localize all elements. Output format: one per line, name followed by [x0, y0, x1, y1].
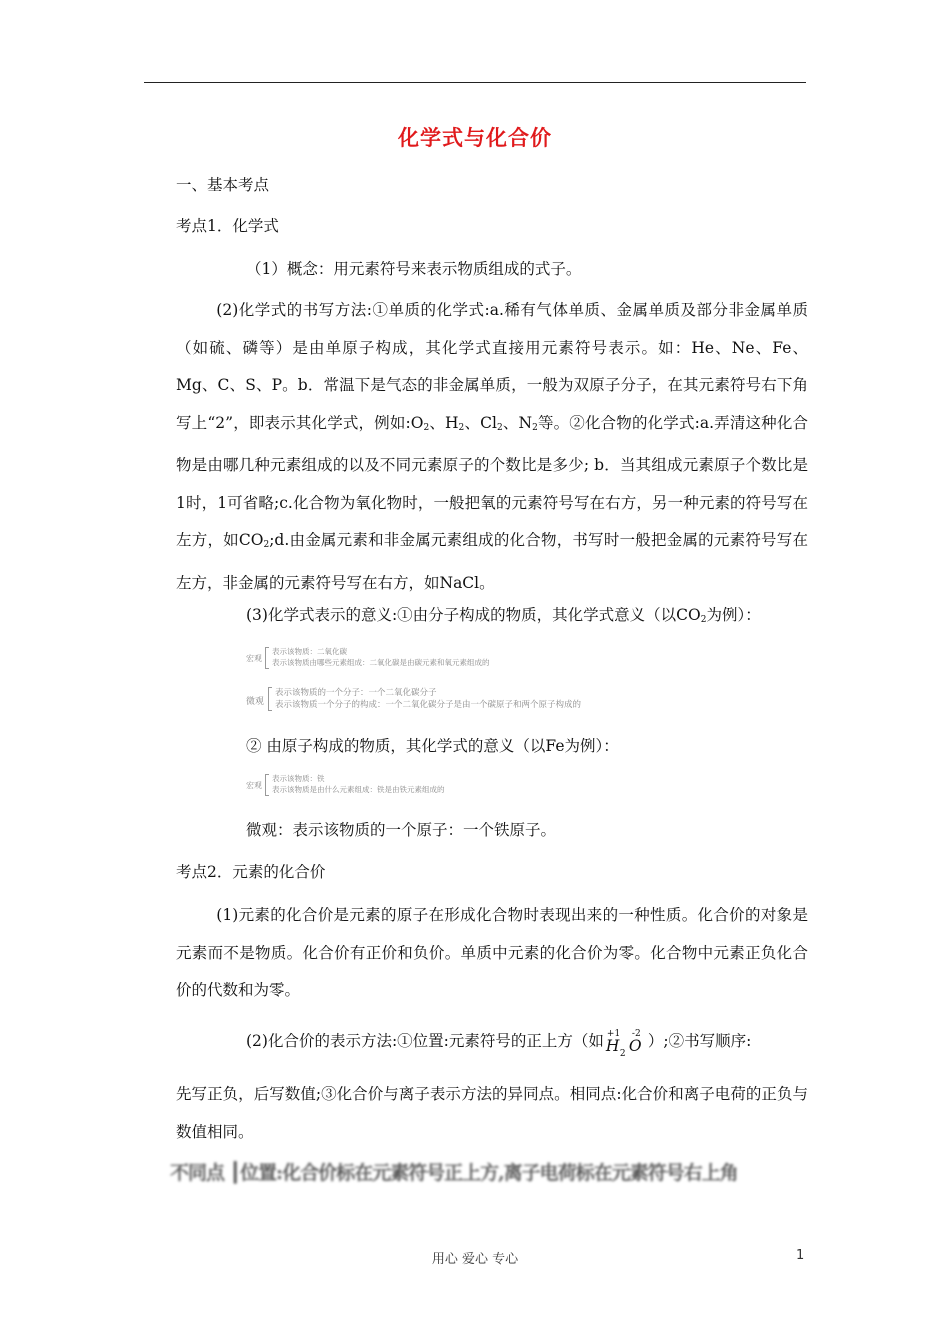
- blurred-comparison-figure: 不同点 ┃位置:化合价标在元素符号正上方,离子电荷标在元素符号右上角: [170, 1162, 738, 1184]
- point1-heading: 考点1．化学式: [176, 217, 279, 235]
- page-number: 1: [796, 1248, 805, 1263]
- meaning-intro: (3)化学式表示的意义:①由分子构成的物质，其化学式意义（以$CO_2$为例）：: [246, 606, 761, 625]
- section-heading: 一、基本考点: [176, 176, 270, 194]
- micro-brace-co2: 微观 表示该物质的一个分子：一个二氧化碳分子 表示该物质一个分子的构成：一个二氧化碳分子是由一个碳原子和两个原子构成的: [246, 688, 582, 710]
- macro-brace-fe: 宏观 表示该物质：铁 表示该物质是由什么元素组成：铁是由铁元素组成的: [246, 774, 445, 794]
- atom-intro: ② 由原子构成的物质，其化学式的意义（以Fe为例）：: [246, 737, 619, 755]
- point2-heading: 考点2．元素的化合价: [176, 863, 326, 881]
- valence-paragraph-3: 先写正负，后写数值;③化合价与离子表示方法的异同点。相同点:化合价和离子电荷的正负与数值相同。: [176, 1085, 808, 1141]
- macro-brace-co2: 宏观 表示该物质：二氧化碳 表示该物质由哪些元素组成：二氧化碳是由碳元素和氧元素组成的: [246, 647, 490, 667]
- writing-paragraph: (2)化学式的书写方法:①单质的化学式:a.稀有气体单质、金属单质及部分非金属单质（如硫、磷等）是由单原子构成，其化学式直接用元素符号表示。如：He、Ne、Fe、Mg、C、S、P。b．常温下是气态的非金属单质，一般为双原子分子，在其元素符号右下角写上“2”，即表示其化学式，例如$:O_2$、$H_2$、$Cl_2$、$N_2$等。②化合物的化学式:a.弄清这种化合物是由哪几种元素组成的以及不同元素原子的个数比是多少; b．当其组成元素原子个数比是1时，1可省略;c.化合物为氧化物时，一般把氧的元素符号写在右方，另一种元素的符号写在左方，如$CO_2;d$.由金属元素和非金属元素组成的化合物，书写时一般把金属的元素符号写在左方，非金属的元素符号写在右方，如NaCl。: [176, 301, 808, 592]
- valence-paragraph-1: (1)元素的化合价是元素的原子在形成化合物时表现出来的一种性质。化合价的对象是元素而不是物质。化合价有正价和负价。单质中元素的化合价为零。化合物中元素正负化合价的代数和为零。: [176, 906, 808, 999]
- page-title: 化学式与化合价: [398, 125, 552, 150]
- valence-paragraph-2: (2)化合价的表示方法:①位置:元素符号的正上方（如 +1 -2 H 2 O ）;②书写顺序:: [246, 1029, 752, 1059]
- atom-micro-text: 微观：表示该物质的一个原子：一个铁原子。: [246, 821, 557, 839]
- valence-example-h2o: +1 -2 H 2 O: [605, 1029, 642, 1059]
- header-rule: [144, 82, 806, 83]
- concept-text: （1）概念：用元素符号来表示物质组成的式子。: [246, 260, 582, 278]
- footer-slogan: 用心 爱心 专心: [431, 1252, 519, 1267]
